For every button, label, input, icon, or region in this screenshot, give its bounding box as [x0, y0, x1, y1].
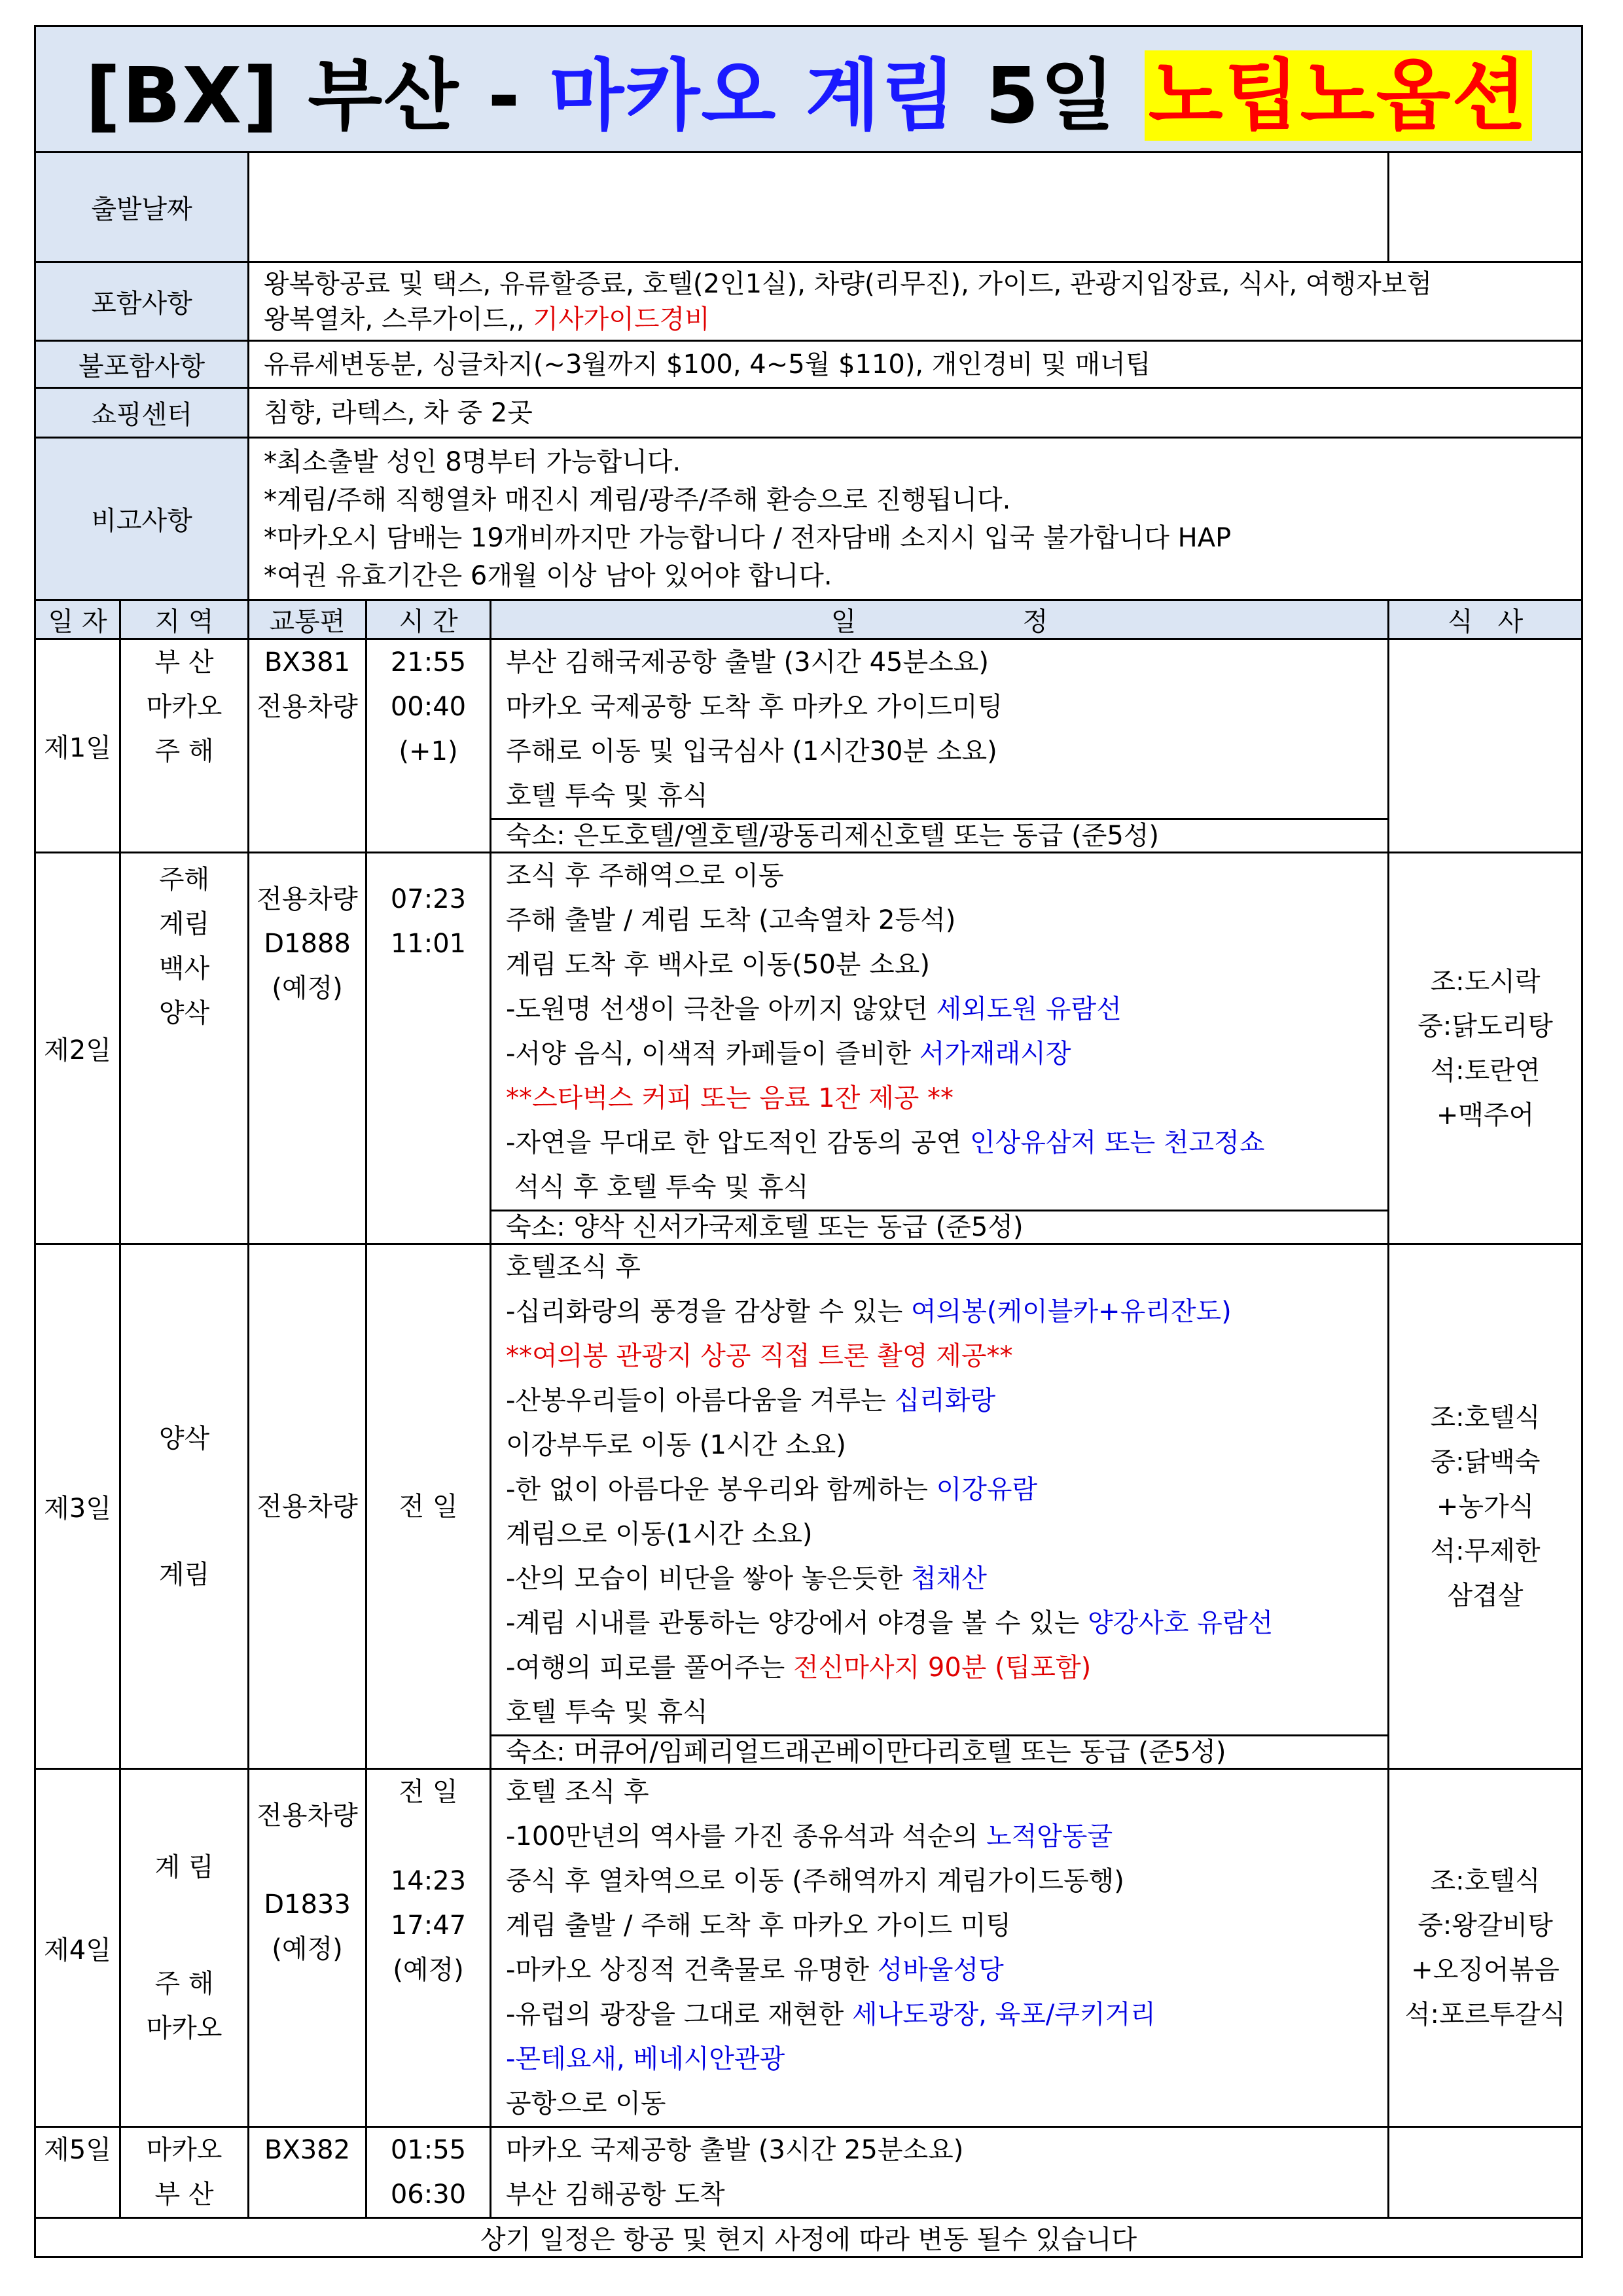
day-3-schedule: 호텔조식 후 -십리화랑의 풍경을 감상할 수 있는 여의봉(케이블카+유리잔도) **여의봉 관광지 상공 직접 트론 촬영 제공** -산봉우리들이 아름다움을 겨루는 십리화랑 이강부두로 이동 (1시간 소요) -한 없이 아름다운 봉우리와 함께하는 이강유람 계림으로 이동(1시간 소요) -산의 모습이 비단을 쌓아 놓은듯한 첩채산 -계림 시내를 관통하는 양강에서 야경을 볼 수 있는 양강사호 유람선 -여행의 피로를 풀어주는 전신마사지 90분 (팁포함) 호텔 투숙 및 휴식 숙소: 머큐어/임페리얼드래곤베이만다리호텔 또는 동급 (준5성) [491, 1244, 1389, 1769]
header-time: 시 간 [366, 600, 491, 639]
day-2-regions: 주해 계림 백사 양삭 [120, 853, 249, 1244]
day-5-transport: BX382 [249, 2127, 366, 2218]
day-4-regions: 계 림 주 해 마카오 [120, 1769, 249, 2127]
day-5-schedule: 마카오 국제공항 출발 (3시간 25분소요) 부산 김해공항 도착 [491, 2127, 1389, 2218]
day-3-label: 제3일 [35, 1244, 120, 1769]
page-title: [BX] 부산 - 마카오 계림 5일 노팁노옵션 [35, 26, 1582, 152]
day-2-times: 07:23 11:01 [366, 853, 491, 1244]
day-2-label: 제2일 [35, 853, 120, 1244]
day-1-times: 21:55 00:40 (+1) [366, 639, 491, 853]
header-day: 일 자 [35, 600, 120, 639]
day-5-meals [1389, 2127, 1582, 2218]
exclude-text: 유류세변동분, 싱글차지(~3월까지 $100, 4~5월 $110), 개인경비 및 매너팁 [249, 341, 1582, 388]
day-1-schedule: 부산 김해국제공항 출발 (3시간 45분소요) 마카오 국제공항 도착 후 마카오 가이드미팅 주해로 이동 및 입국심사 (1시간30분 소요) 호텔 투숙 및 휴식 숙소: 은도호텔/엘호텔/광동리제신호텔 또는 동급 (준5성) [491, 639, 1389, 853]
day-3-meals: 조:호텔식 중:닭백숙 +농가식 석:무제한 삼겹살 [1389, 1244, 1582, 1769]
shopping-text: 침향, 라텍스, 차 중 2곳 [249, 388, 1582, 438]
day-5-label: 제5일 [35, 2127, 120, 2218]
remarks-text: *최소출발 성인 8명부터 가능합니다. *계림/주해 직행열차 매진시 계림/광주/주해 환승으로 진행됩니다. *마카오시 담배는 19개비까지만 가능합니다 / 전자담배 소지시 입국 불가합니다 HAP *여권 유효기간은 6개월 이상 남아 있어야 합니다. [249, 438, 1582, 600]
departure-date-value [249, 152, 1389, 262]
day-2-meals: 조:도시락 중:닭도리탕 석:토란연 +맥주어 [1389, 853, 1582, 1244]
include-label: 포함사항 [35, 262, 249, 341]
itinerary-sheet [34, 25, 1581, 2258]
header-region: 지 역 [120, 600, 249, 639]
day-2-hotel: 숙소: 양삭 신서가국제호텔 또는 동급 (준5성) [491, 1210, 1387, 1243]
day-1-transport: BX381 전용차량 [249, 639, 366, 853]
day-5-regions: 마카오 부 산 [120, 2127, 249, 2218]
day-3-transport: 전용차량 [249, 1244, 366, 1769]
exclude-label: 불포함사항 [35, 341, 249, 388]
starbucks-note: **스타벅스 커피 또는 음료 1잔 제공 ** [506, 1083, 954, 1113]
day-4-meals: 조:호텔식 중:왕갈비탕 +오징어볶음 석:포르투갈식 [1389, 1769, 1582, 2127]
day-2-transport: 전용차량 D1888 (예정) [249, 853, 366, 1244]
day-3-regions: 양삭 계림 [120, 1244, 249, 1769]
day-4-schedule: 호텔 조식 후 -100만년의 역사를 가진 종유석과 석순의 노적암동굴 중식 후 열차역으로 이동 (주해역까지 계림가이드동행) 계림 출발 / 주해 도착 후 마카오 가이드 미팅 -마카오 상징적 건축물로 유명한 성바울성당 -유럽의 광장을 그대로 재현한 세나도광장, 육포/쿠키거리 -몬테요새, 베네시안관광 공항으로 이동 [491, 1769, 1389, 2127]
day-3-hotel: 숙소: 머큐어/임페리얼드래곤베이만다리호텔 또는 동급 (준5성) [491, 1734, 1387, 1768]
day-5-times: 01:55 06:30 [366, 2127, 491, 2218]
day-3-times: 전 일 [366, 1244, 491, 1769]
departure-date-label: 출발날짜 [35, 152, 249, 262]
itinerary-table [34, 25, 1583, 2258]
no-tip-no-option-badge: 노팁노옵션 [1145, 50, 1532, 141]
departure-date-extra [1389, 152, 1582, 262]
include-text: 왕복항공료 및 택스, 유류할증료, 호텔(2인1실), 차량(리무진), 가이드, 관광지입장료, 식사, 여행자보험 왕복열차, 스루가이드,, 기사가이드경비 [249, 262, 1582, 341]
header-meal: 식 사 [1389, 600, 1582, 639]
day-2-schedule: 조식 후 주해역으로 이동 주해 출발 / 계림 도착 (고속열차 2등석) 계림 도착 후 백사로 이동(50분 소요) -도원명 선생이 극찬을 아끼지 않았던 세외도원 유람선 -서양 음식, 이색적 카페들이 즐비한 서가재래시장 **스타벅스 커피 또는 음료 1잔 제공 ** -자연을 무대로 한 압도적인 감동의 공연 인상유삼저 또는 천고정쇼 석식 후 호텔 투숙 및 휴식 숙소: 양삭 신서가국제호텔 또는 동급 (준5성) [491, 853, 1389, 1244]
day-4-transport: 전용차량 D1833 (예정) [249, 1769, 366, 2127]
day-4-label: 제4일 [35, 1769, 120, 2127]
day-1-label: 제1일 [35, 639, 120, 853]
day-1-regions: 부 산 마카오 주 해 [120, 639, 249, 853]
day-1-hotel: 숙소: 은도호텔/엘호텔/광동리제신호텔 또는 동급 (준5성) [491, 818, 1387, 852]
day-4-times: 전 일 14:23 17:47 (예정) [366, 1769, 491, 2127]
shopping-label: 쇼핑센터 [35, 388, 249, 438]
footer-note: 상기 일정은 항공 및 현지 사정에 따라 변동 될수 있습니다 [35, 2218, 1582, 2257]
day-1-meals [1389, 639, 1582, 853]
header-schedule: 일 정 [491, 600, 1389, 639]
header-transport: 교통편 [249, 600, 366, 639]
drone-photo-note: **여의봉 관광지 상공 직접 트론 촬영 제공** [506, 1341, 1013, 1371]
remarks-label: 비고사항 [35, 438, 249, 600]
